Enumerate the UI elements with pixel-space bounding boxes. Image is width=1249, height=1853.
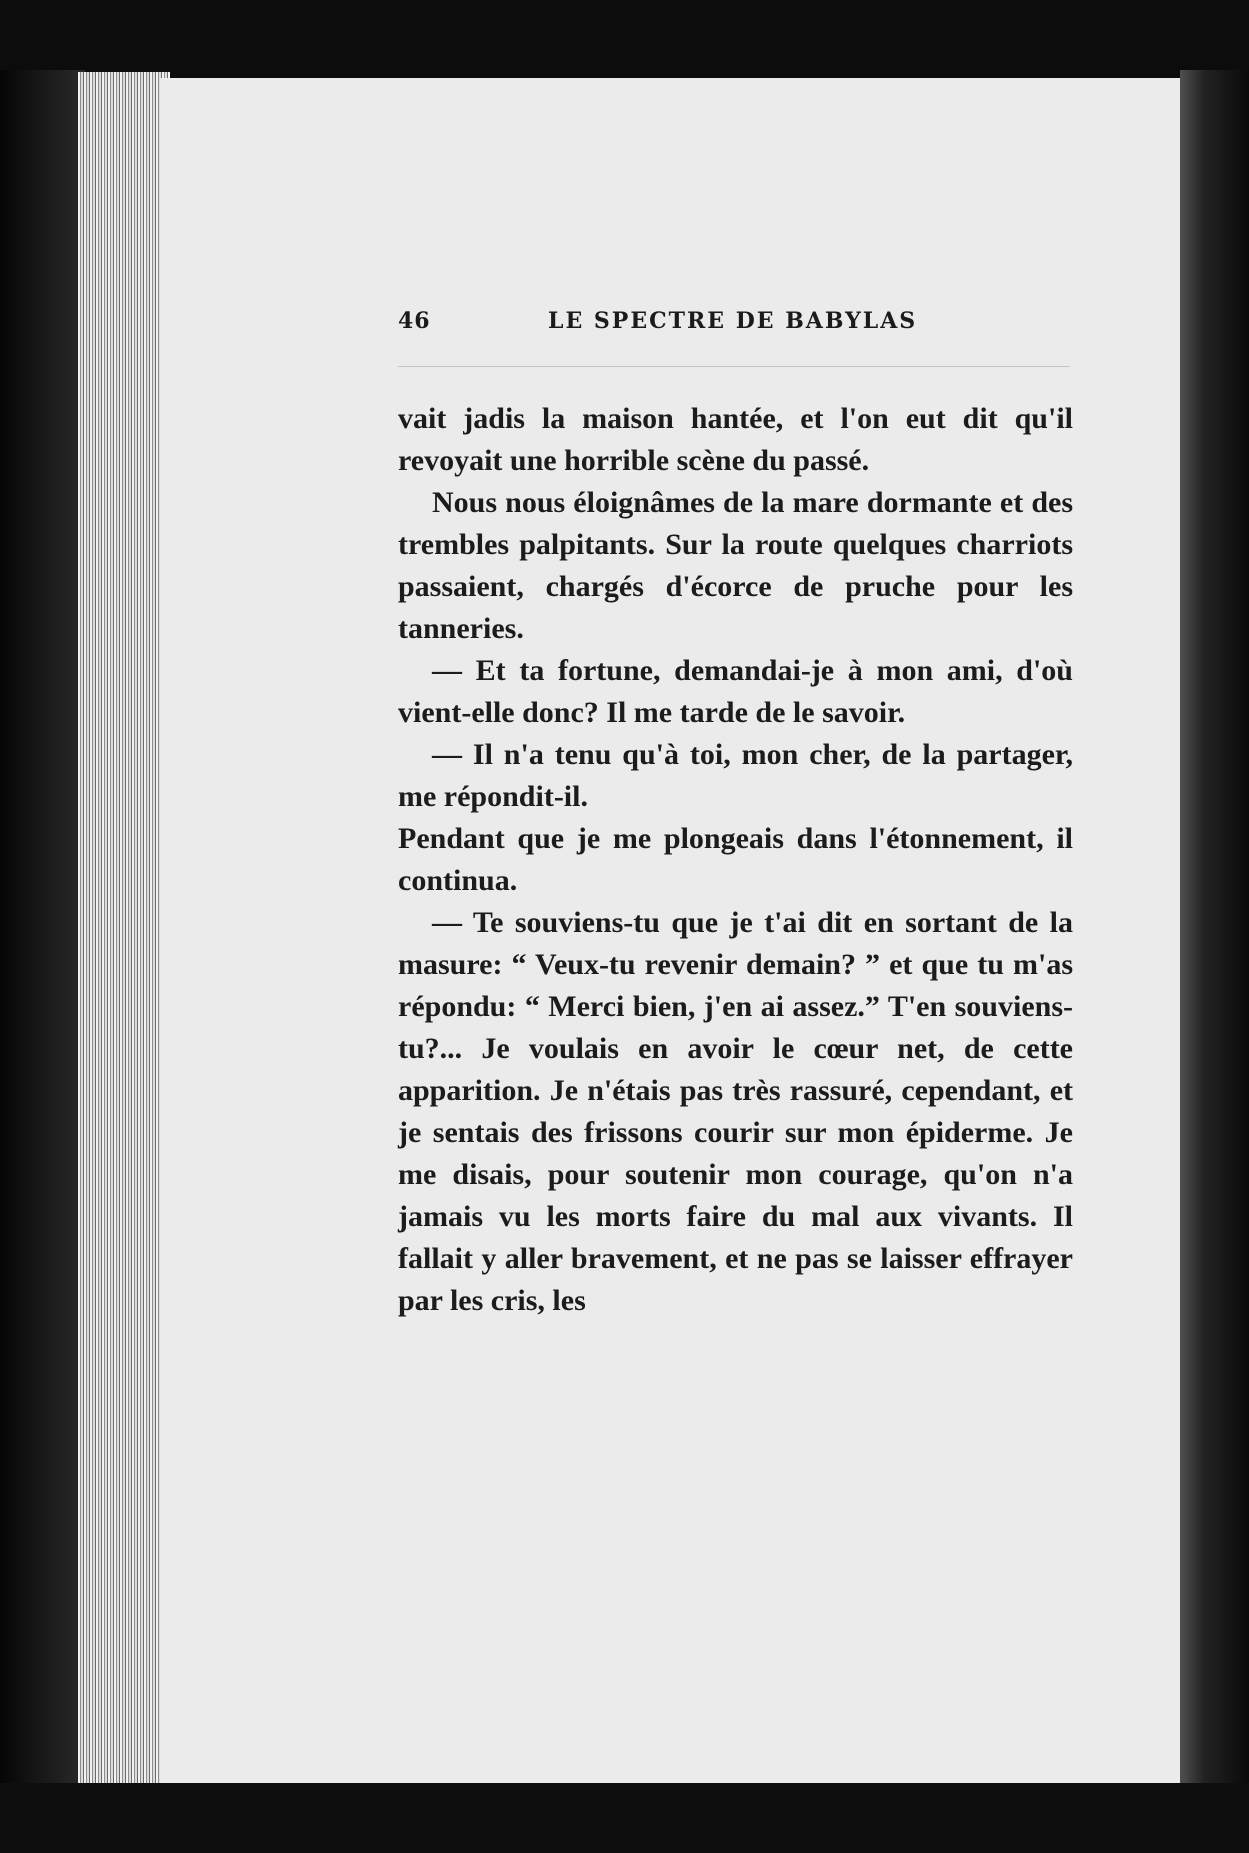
paragraph: — Te souviens-tu que je t'ai dit en sortant de la masure: “ Veux-tu revenir demain? ” et que tu m'as répondu: “ Merci bien, j'en ai assez.” T'en souviens-tu?... Je voulais en avoir le cœur net, de cette apparition. Je n'étais pas très rassuré, cependant, et je sentais des frissons courir sur mon épiderme. Je me disais, pour soutenir mon courage, qu'on n'a jamais vu les morts faire du mal aux vivants. Il fallait y aller bravement, et ne pas se laisser effrayer par les cris, les [398, 906, 1073, 1317]
running-title: LE SPECTRE DE BABYLAS [548, 308, 918, 334]
paragraph: Nous nous éloignâmes de la mare dormante et des trembles palpitants. Sur la route quelques charriots passaient, chargés d'écorce de pruche pour les tanneries. [398, 486, 1073, 645]
book-cover-edge [1180, 70, 1249, 1853]
header-rule [398, 366, 1070, 367]
page-number: 46 [398, 308, 431, 334]
paragraph: — Et ta fortune, demandai-je à mon ami, d'où vient-elle donc? Il me tarde de le savoir. [398, 654, 1073, 729]
page-edges [78, 72, 170, 1792]
paragraph: vait jadis la maison hantée, et l'on eut dit qu'il revoyait une horrible scène du passé. [398, 402, 1073, 477]
body-text [398, 398, 1073, 1322]
scan-background [0, 1783, 1249, 1853]
paragraph: Pendant que je me plongeais dans l'étonnement, il continua. [398, 822, 1073, 897]
paragraph: — Il n'a tenu qu'à toi, mon cher, de la partager, me répondit-il. [398, 738, 1073, 813]
running-header [398, 308, 1070, 348]
book-binding-shadow [0, 70, 85, 1853]
